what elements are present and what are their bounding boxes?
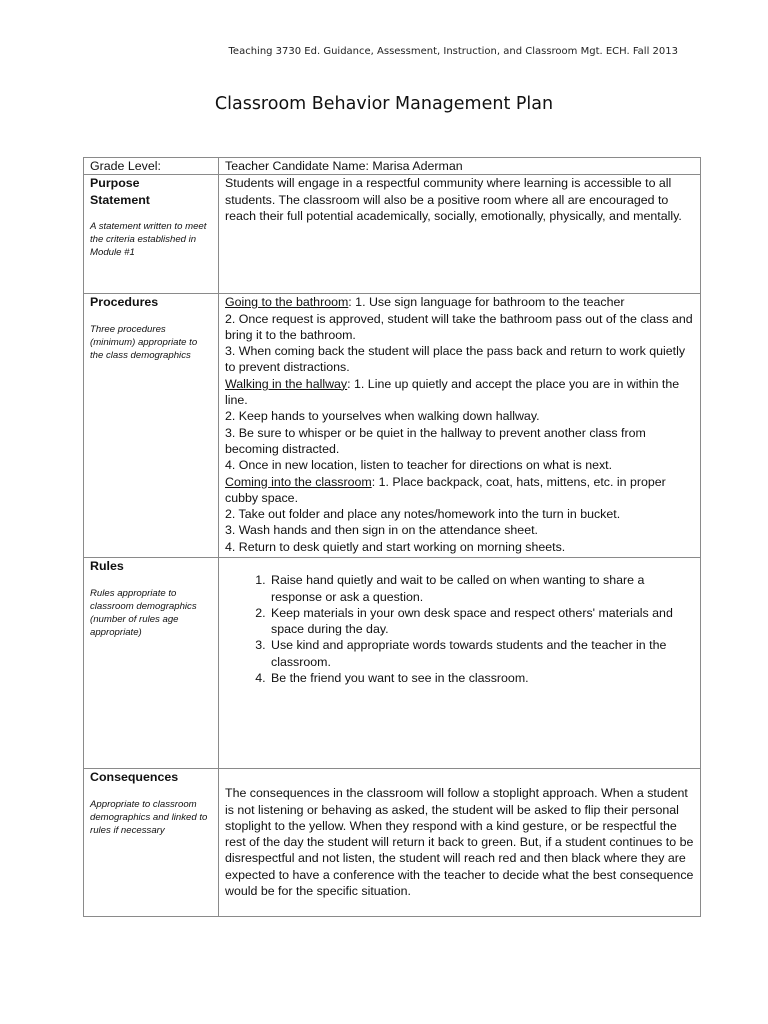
- procedures-label-cell: [84, 294, 219, 558]
- purpose-description: A statement written to meet the criteria established in Module #1: [90, 220, 207, 259]
- table-row-rules: [84, 558, 701, 769]
- classroom-heading: Coming into the classroom: [225, 474, 372, 489]
- table-row-grade: [84, 158, 701, 175]
- purpose-title: [90, 175, 212, 208]
- rules-list: [225, 572, 694, 686]
- consequences-title: Consequences: [90, 770, 179, 785]
- purpose-label-cell: [84, 175, 219, 294]
- purpose-text: Students will engage in a respectful community where learning is accessible to all students. The classroom will also be a positive room where all are encouraged to reach their full potential academically, socially, emotionally, physically, and mentally.: [225, 176, 682, 223]
- rule-item: 2. Keep materials in your own desk space and respect others' materials and space during the day.: [269, 605, 694, 638]
- rules-label-cell: [84, 558, 219, 769]
- rules-title: Rules: [90, 559, 124, 574]
- bathroom-step-1: [225, 294, 694, 310]
- classroom-step-3: 3. Wash hands and then sign in on the attendance sheet.: [225, 523, 538, 538]
- grade-level-cell: [84, 158, 219, 175]
- rules-content-cell: [219, 558, 701, 769]
- consequences-description: Appropriate to classroom demographics and linked to rules if necessary: [90, 798, 208, 837]
- bathroom-step-2: 2. Once request is approved, student will take the bathroom pass out of the class and bring it to the bathroom.: [225, 311, 693, 342]
- hallway-step-3: 3. Be sure to whisper or be quiet in the hallway to prevent another class from becoming distracted.: [225, 425, 646, 456]
- rule-item: 1. Raise hand quietly and wait to be called on when wanting to share a response or ask a question.: [269, 572, 694, 605]
- table-row-procedures: [84, 294, 701, 558]
- hallway-heading: Walking in the hallway: [225, 376, 348, 391]
- teacher-name-cell: [219, 158, 701, 175]
- rule-item: 4. Be the friend you want to see in the classroom.: [269, 670, 694, 686]
- classroom-step-4: 4. Return to desk quietly and start working on morning sheets.: [225, 539, 566, 554]
- bathroom-step-3: 3. When coming back the student will place the pass back and return to work quietly to prevent distractions.: [225, 344, 686, 375]
- bathroom-step-1-text: : 1. Use sign language for bathroom to the teacher: [348, 295, 625, 310]
- rule-item: 3. Use kind and appropriate words towards students and the teacher in the classroom.: [269, 637, 694, 670]
- hallway-step-1-text: : 1. Line up quietly and accept the place you are in within the line.: [225, 376, 680, 408]
- consequences-label-cell: [84, 769, 219, 917]
- grade-level-label: Grade Level:: [90, 159, 161, 173]
- document-title: Classroom Behavior Management Plan: [214, 94, 554, 114]
- procedures-description: Three procedures (minimum) appropriate to the class demographics: [90, 323, 198, 362]
- procedures-content-cell: [219, 294, 701, 558]
- running-header: Teaching 3730 Ed. Guidance, Assessment, Instruction, and Classroom Mgt. ECH. Fall 2013: [228, 46, 678, 57]
- rules-description: Rules appropriate to classroom demographics (number of rules age appropriate): [90, 587, 197, 639]
- behavior-plan-table: [83, 157, 701, 917]
- purpose-title-line2: Statement: [90, 192, 150, 207]
- hallway-step-4: 4. Once in new location, listen to teacher for directions on what is next.: [225, 458, 613, 473]
- teacher-name-label: Teacher Candidate Name: Marisa Aderman: [225, 159, 463, 173]
- table-row-consequences: [84, 769, 701, 917]
- classroom-step-1: [225, 474, 694, 507]
- classroom-step-1-text: : 1. Place backpack, coat, hats, mittens, etc. in proper cubby space.: [225, 474, 666, 505]
- classroom-step-2: 2. Take out folder and place any notes/homework into the turn in bucket.: [225, 507, 621, 522]
- consequences-text: The consequences in the classroom will follow a stoplight approach. When a student is not listening or behaving as asked, the student will be asked to flip their personal stoplight to the yellow. When they respond with a kind gesture, or be respectful the rest of the day the student will return it back to green. But, if a student continues to be disrespectful and not listen, the student will reach red and then black where they are expected to have a conference with the teacher to decide what the best consequence would be for the specific situation.: [225, 786, 694, 899]
- purpose-title-line1: Purpose: [90, 176, 140, 191]
- procedures-title: Procedures: [90, 295, 159, 310]
- hallway-step-1: [225, 376, 694, 409]
- hallway-step-2: 2. Keep hands to yourselves when walking down hallway.: [225, 409, 540, 424]
- table-row-purpose: [84, 175, 701, 294]
- consequences-content-cell: [219, 769, 701, 917]
- purpose-content-cell: [219, 175, 701, 294]
- bathroom-heading: Going to the bathroom: [225, 295, 349, 310]
